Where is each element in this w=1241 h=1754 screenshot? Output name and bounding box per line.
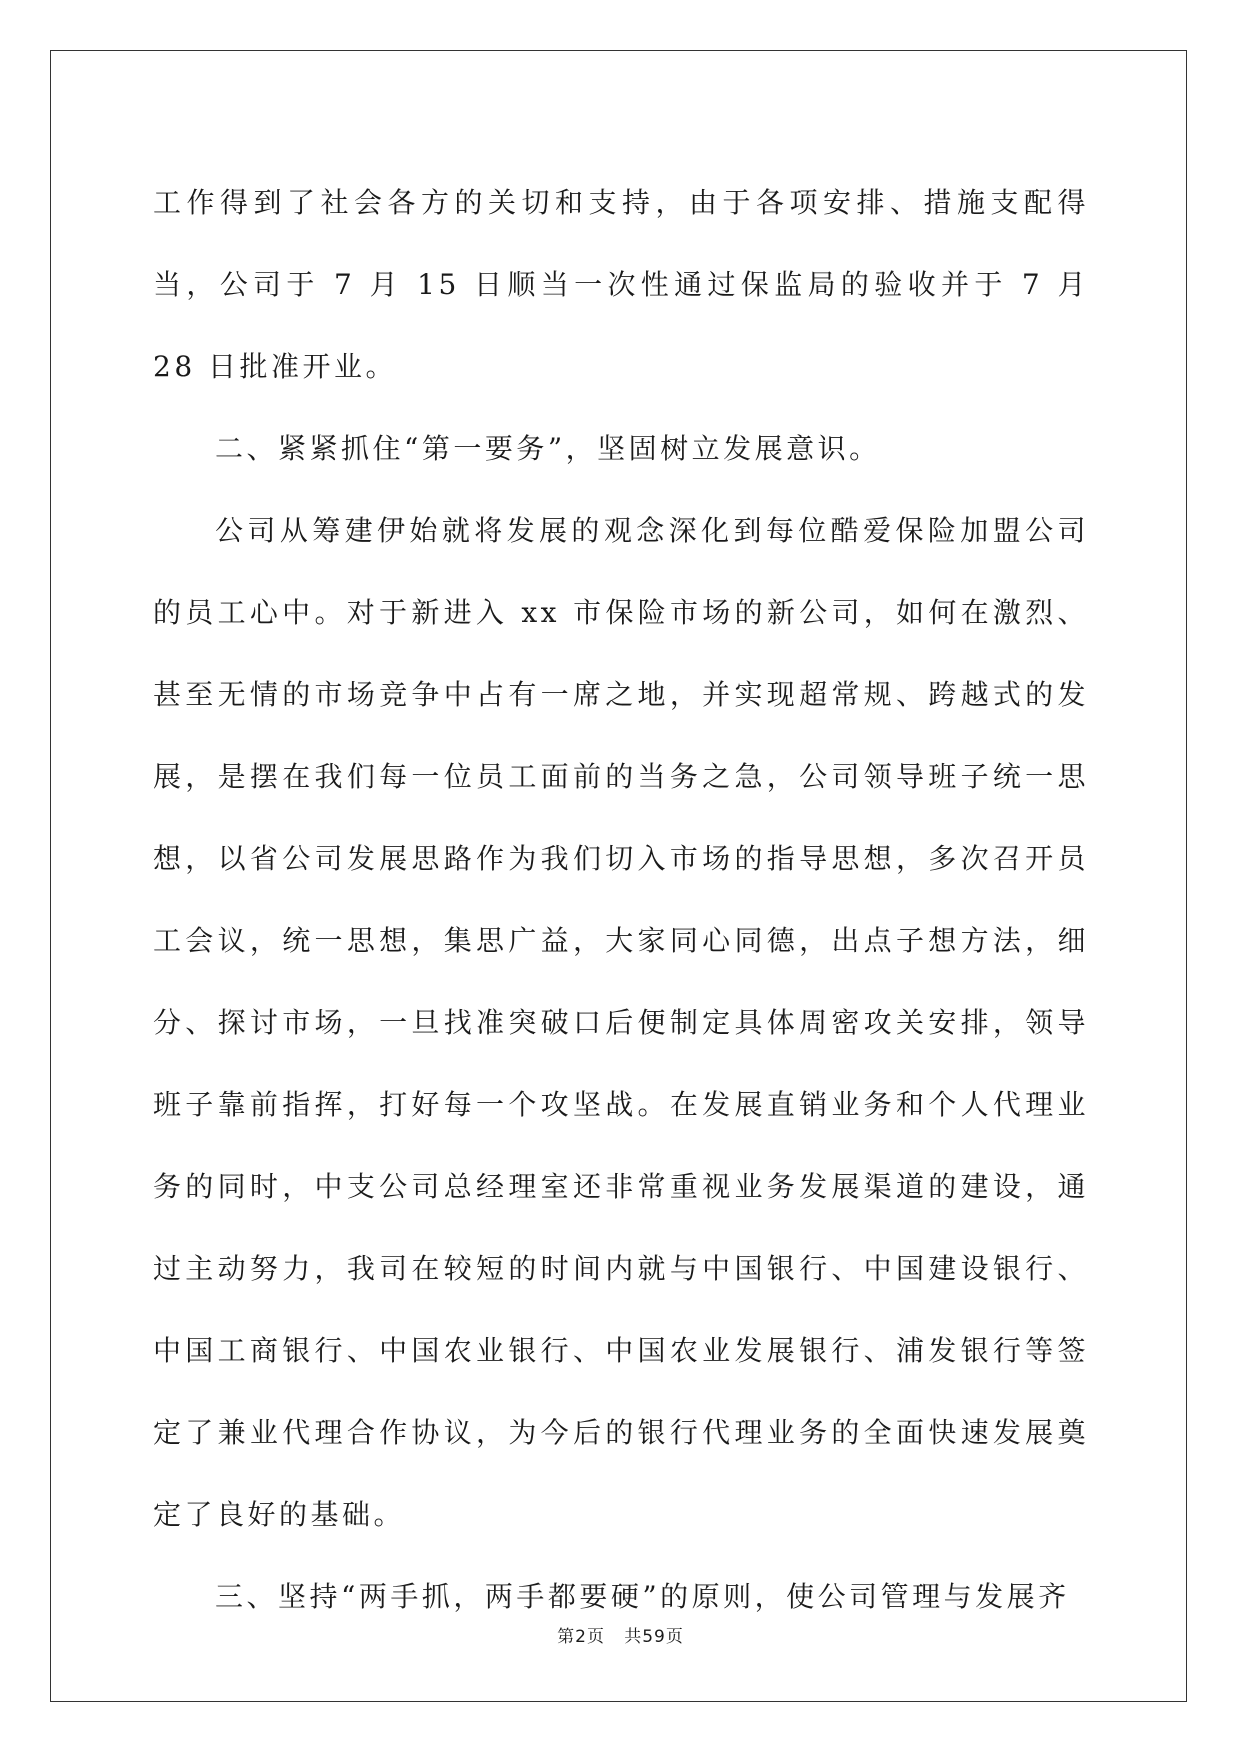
document-body <box>153 162 1089 1638</box>
section-heading-3: 三、坚持“两手抓，两手都要硬”的原则，使公司管理与发展齐 <box>215 1580 1070 1613</box>
paragraph-1: 工作得到了社会各方的关切和支持，由于各项安排、措施支配得当，公司于 7 月 15 日顺当一次性通过保监局的验收并于 7 月 28 日批准开业。 <box>153 186 1089 383</box>
total-label-suffix: 页 <box>665 1627 684 1647</box>
total-label-prefix: 共 <box>624 1627 643 1647</box>
page-label-suffix: 页 <box>586 1627 605 1647</box>
page-label-prefix: 第 <box>557 1627 576 1647</box>
paragraph-3: 公司从筹建伊始就将发展的观念深化到每位酷爱保险加盟公司的员工心中。对于新进入 xx 市保险市场的新公司，如何在激烈、甚至无情的市场竞争中占有一席之地，并实现超常规、跨越式的发展，是摆在我们每一位员工面前的当务之急，公司领导班子统一思想，以省公司发展思路作为我们切入市场的指导思想，多次召开员工会议，统一思想，集思广益，大家同心同德，出点子想方法，细分、探讨市场，一旦找准突破口后便制定具体周密攻关安排，领导班子靠前指挥，打好每一个攻坚战。在发展直销业务和个人代理业务的同时，中支公司总经理室还非常重视业务发展渠道的建设，通过主动努力，我司在较短的时间内就与中国银行、中国建设银行、中国工商银行、中国农业银行、中国农业发展银行、浦发银行等签定了兼业代理合作协议，为今后的银行代理业务的全面快速发展奠定了良好的基础。 <box>153 514 1089 1531</box>
section-heading-2: 二、紧紧抓住“第一要务”，坚固树立发展意识。 <box>215 432 881 465</box>
page-number-total: 59 <box>642 1627 666 1647</box>
page-number-current: 2 <box>575 1627 587 1647</box>
page-footer <box>0 1622 1241 1647</box>
